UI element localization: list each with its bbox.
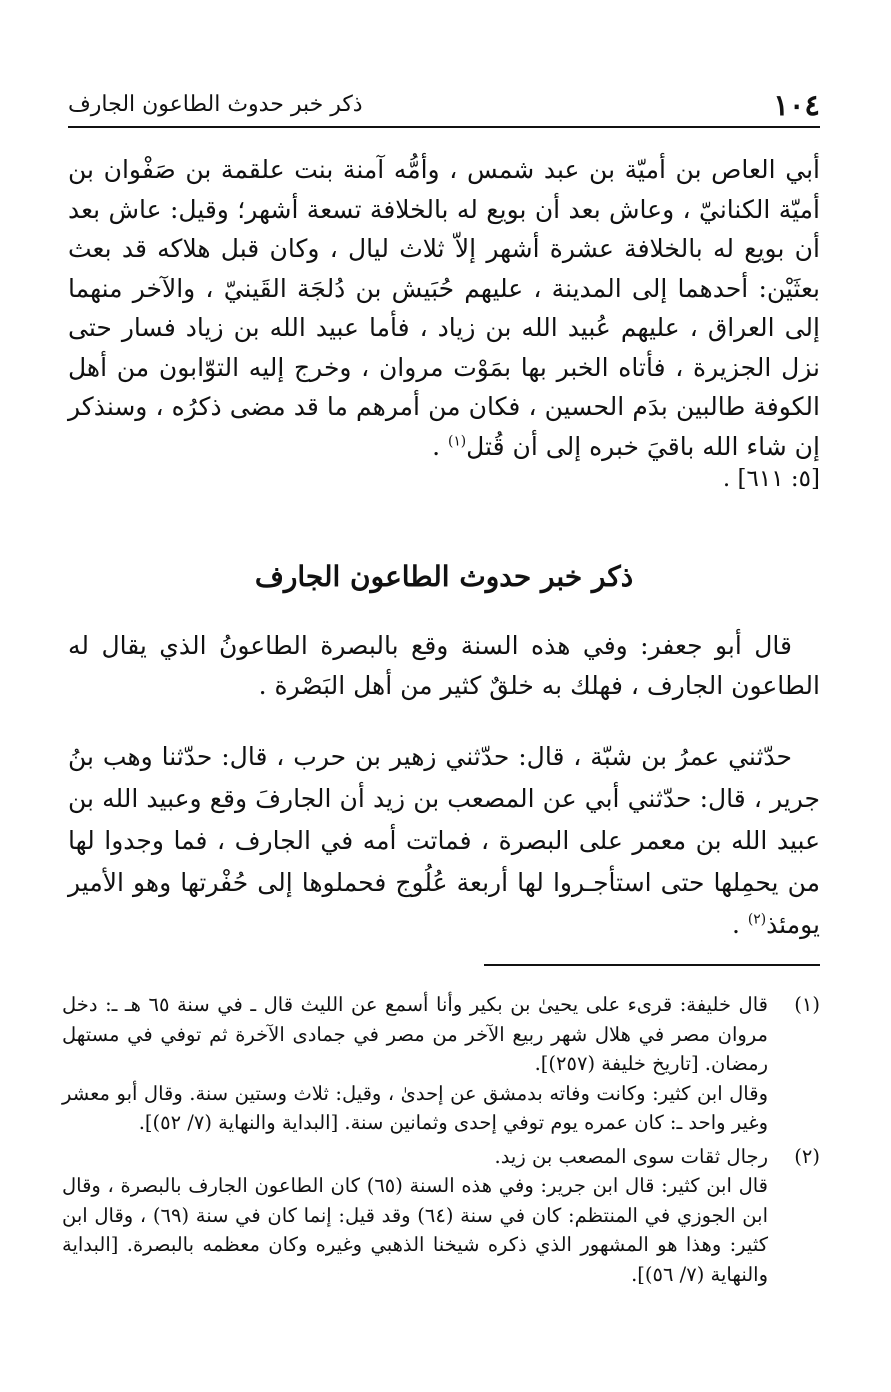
paragraph-1-end: . <box>432 431 448 461</box>
footnote-ref-2: (٢) <box>747 911 767 928</box>
page-header <box>68 86 820 128</box>
paragraph-1 <box>68 150 820 466</box>
footnote-paragraph: قال ابن كثير: قال ابن جرير: وفي هذه السنة (٦٥) كان الطاعون الجارف بالبصرة ، وقال ابن الجوزي في المنتظم: كان في سنة (٦٤) وقد قيل: إنما كان في سنة (٦٩) ، وقال ابن كثير: وهذا هو المشهور الذي ذكره شيخنا الذهبي وغيره وكان معظمه بالبصرة. [البداية والنهاية (٧/ ٥٦)]. <box>62 1174 769 1286</box>
footnote-paragraph: قال خليفة: قرىء على يحيىٰ بن بكير وأنا أسمع عن الليث قال ـ في سنة ٦٥ هـ ـ: دخل مروان مصر في هلال شهر ربيع الآخر من مصر في جمادى الآخرة ثم توفي في مستهل رمضان. [تاريخ خليفة (٢٥٧)]. <box>62 993 768 1075</box>
section-title: ذكر خبر حدوث الطاعون الجارف <box>254 560 634 593</box>
paragraph-1-text: أبي العاص بن أميّة بن عبد شمس ، وأمُّه آمنة بنت علقمة بن صَفْوان بن أميّة الكنانيّ ، وعاش بعد أن بويع له بالخلافة تسعة أشهر؛ وقيل: عاش بعد أن بويع له بالخلافة عشرة أشهر إلاّ ثلاث ليال ، وكان قبل هلاكه قد بعث بعثَيْن: أحدهما إلى المدينة ، عليهم حُبَيش بن دُلجَة القَينيّ ، والآخر منهما إلى العراق ، عليهم عُبيد الله بن زياد ، فأما عبيد الله بن زياد فسار حتى نزل الجزيرة ، فأتاه الخبر بها بمَوْت مروان ، وخرج إليه التوّابون من أهل الكوفة طالبين بدَم الحسين ، فكان من أمرهم ما قد مضى ذكرُه ، وسنذكر إن شاء الله باقيَ خبره إلى أن قُتل <box>68 155 820 461</box>
source-citation: [٥: ٦١١] . <box>722 466 820 492</box>
footnote-separator <box>484 964 820 966</box>
footnotes <box>62 990 820 1289</box>
paragraph-3 <box>68 736 820 946</box>
footnote-marker: (٢) <box>794 1144 820 1168</box>
footnote-ref-1: (١) <box>447 433 467 450</box>
paragraph-3-end: . <box>732 910 748 939</box>
footnote-2 <box>62 1142 820 1290</box>
paragraph-3-text: حدّثني عمرُ بن شبّة ، قال: حدّثني زهير بن حرب ، قال: حدّثنا وهب بنُ جرير ، قال: حدّثني أبي عن المصعب بن زيد أن الجارفَ وقع وعبيد الله بن عبيد الله بن معمر على البصرة ، فماتت أمه في الجارف ، فما وجدوا لها من يحمِلها حتى استأجـروا لها أربعة عُلُوج فحملوها إلى حُفْرتها وهو الأمير يومئذ <box>68 742 820 939</box>
paragraph-2-text: قال أبو جعفر: وفي هذه السنة وقع بالبصرة الطاعونُ الذي يقال له الطاعون الجارف ، فهلك به خلقٌ كثير من أهل البَصْرة . <box>68 631 820 700</box>
footnote-marker: (١) <box>794 993 820 1016</box>
paragraph-2 <box>68 626 820 706</box>
footnote-1 <box>62 990 820 1138</box>
footnote-paragraph: وقال ابن كثير: وكانت وفاته بدمشق عن إحدىٰ ، وقيل: ثلاث وستين سنة. وقال أبو معشر وغير واحد ـ: كان عمره يوم توفي إحدى وثمانين سنة. [البداية والنهاية (٧/ ٥٢)]. <box>62 1081 768 1134</box>
footnote-paragraph: رجال ثقات سوى المصعب بن زيد. <box>494 1144 768 1168</box>
page-number: ١٠٤ <box>773 88 820 122</box>
running-title: ذكر خبر حدوث الطاعون الجارف <box>68 92 363 117</box>
